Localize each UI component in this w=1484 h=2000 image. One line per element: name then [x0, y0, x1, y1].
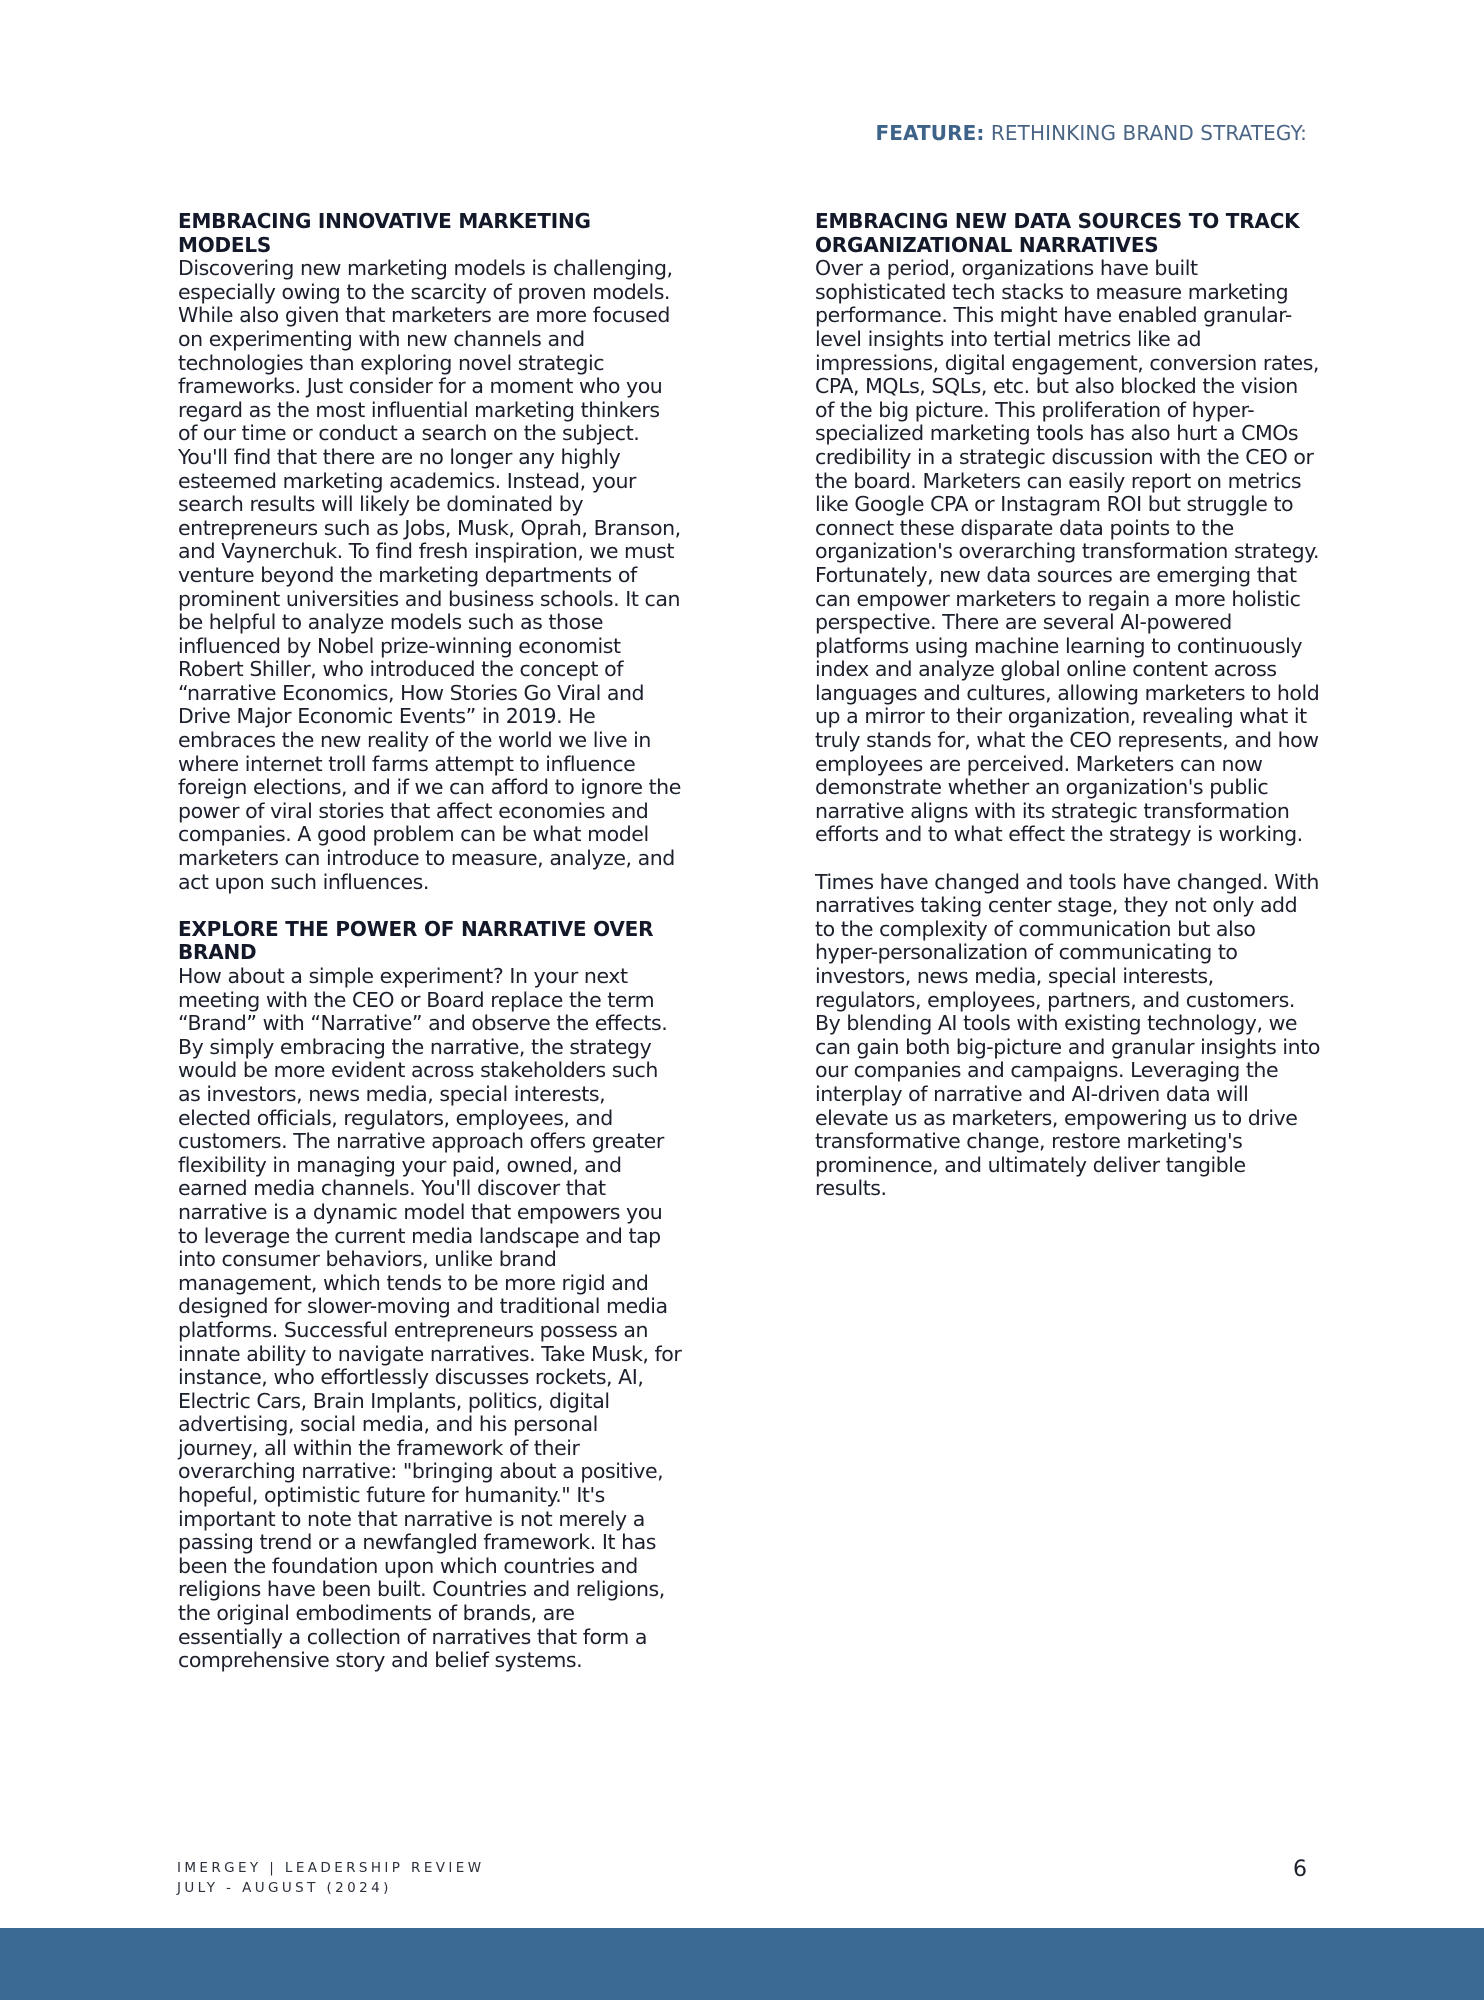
footer-date-line: JULY - AUGUST (2024) — [177, 1880, 392, 1896]
feature-title: RETHINKING BRAND STRATEGY: — [990, 121, 1307, 145]
section-heading-innovative-models: EMBRACING INNOVATIVE MARKETING MODELS — [178, 209, 591, 257]
section-heading-new-data-sources: EMBRACING NEW DATA SOURCES TO TRACK ORGANIZATIONAL NARRATIVES — [815, 209, 1300, 257]
footer-publication — [177, 1858, 484, 1898]
section-spacer — [178, 894, 683, 918]
right-column — [815, 210, 1320, 1201]
footer-brand-line: IMERGEY | LEADERSHIP REVIEW — [177, 1860, 485, 1876]
section-spacer — [815, 847, 1320, 871]
feature-label: FEATURE: — [875, 121, 985, 145]
feature-header — [875, 121, 1307, 145]
section-heading-narrative-over-brand: EXPLORE THE POWER OF NARRATIVE OVER BRAND — [178, 916, 654, 965]
section-body-new-data-sources: Over a period, organizations have built sophisticated tech stacks to measure marketing performance. This might have enabled granular-level insights into tertial metrics like ad impressions, digital engagement, conversion rates, CPA, MQLs, SQLs, etc. but also blocked the vision of the big picture. This proliferation of hyper-specialized marketing tools has also hurt a CMOs credibility in a strategic discussion with the CEO or the board. Marketers can easily report on metrics like Google CPA or Instagram ROI but struggle to connect these disparate data points to the organization's overarching transformation strategy. Fortunately, new data sources are emerging that can empower marketers to regain a more holistic perspective. There are several AI-powered platforms using machine learning to continuously index and analyze global online content across languages and cultures, allowing marketers to hold up a mirror to their organization, revealing what it truly stands for, what the CEO represents, and how employees are perceived. Marketers can now demonstrate whether an organization's public narrative aligns with its strategic transformation efforts and to what effect the strategy is working. — [815, 256, 1320, 847]
page-number: 6 — [1293, 1857, 1307, 1882]
left-column — [178, 210, 683, 1673]
section-body-narrative-over-brand: How about a simple experiment? In your next meeting with the CEO or Board replace the term “Brand” with “Narrative” and observe the effects. By simply embracing the narrative, the strategy would be more evident across stakeholders such as investors, news media, special interests, elected officials, regulators, employees, and customers. The narrative approach offers greater flexibility in managing your paid, owned, and earned media channels. You'll discover that narrative is a dynamic model that empowers you to leverage the current media landscape and tap into consumer behaviors, unlike brand management, which tends to be more rigid and designed for slower-moving and traditional media platforms. Successful entrepreneurs possess an innate ability to navigate narratives. Take Musk, for instance, who effortlessly discusses rockets, AI, Electric Cars, Brain Implants, politics, digital advertising, social media, and his personal journey, all within the framework of their overarching narrative: "bringing about a positive, hopeful, optimistic future for humanity." It's important to note that narrative is not merely a passing trend or a newfangled framework. It has been the foundation upon which countries and religions have been built. Countries and religions, the original embodiments of brands, are essentially a collection of narratives that form a comprehensive story and belief systems. — [178, 964, 682, 1673]
footer-color-band — [0, 1928, 1484, 2000]
section-body-innovative-models: Discovering new marketing models is challenging, especially owing to the scarcity of proven models. While also given that marketers are more focused on experimenting with new channels and technologies than exploring novel strategic frameworks. Just consider for a moment who you regard as the most influential marketing thinkers of our time or conduct a search on the subject. You'll find that there are no longer any highly esteemed marketing academics. Instead, your search results will likely be dominated by entrepreneurs such as Jobs, Musk, Oprah, Branson, and Vaynerchuk. To find fresh inspiration, we must venture beyond the marketing departments of prominent universities and business schools. It can be helpful to analyze models such as those influenced by Nobel prize-winning economist Robert Shiller, who introduced the concept of “narrative Economics, How Stories Go Viral and Drive Major Economic Events” in 2019. He embraces the new reality of the world we live in where internet troll farms attempt to influence foreign elections, and if we can afford to ignore the power of viral stories that affect economies and companies. A good problem can be what model marketers can introduce to measure, analyze, and act upon such influences. — [178, 256, 681, 894]
closing-paragraph: Times have changed and tools have changed. With narratives taking center stage, they not only add to the complexity of communication but also hyper-personalization of communicating to investors, news media, special interests, regulators, employees, partners, and customers. By blending AI tools with existing technology, we can gain both big-picture and granular insights into our companies and campaigns. Leveraging the interplay of narrative and AI-driven data will elevate us as marketers, empowering us to drive transformative change, restore marketing's prominence, and ultimately deliver tangible results. — [815, 869, 1320, 1201]
